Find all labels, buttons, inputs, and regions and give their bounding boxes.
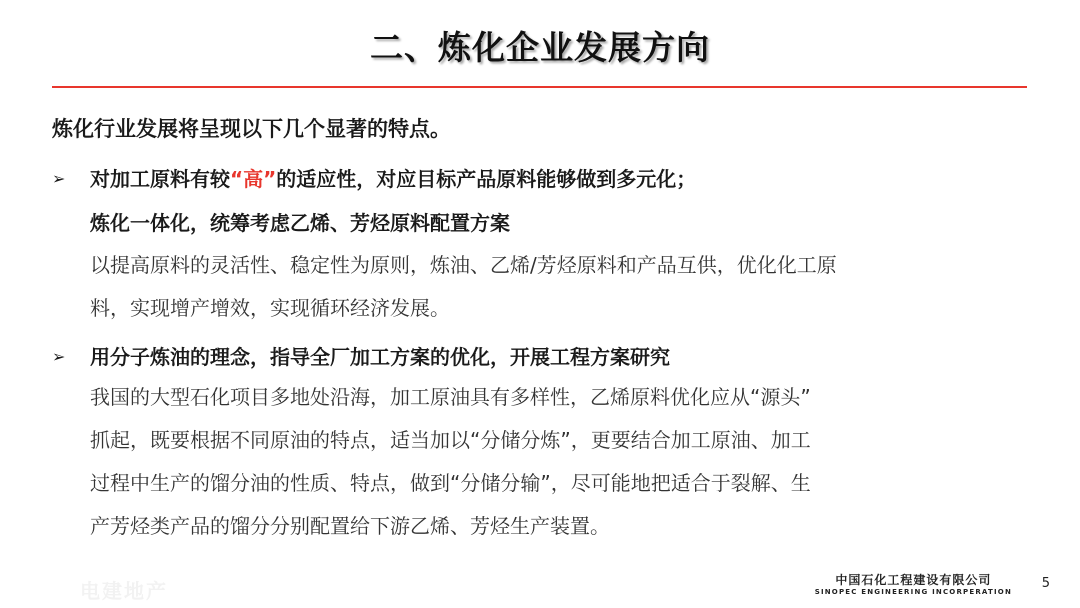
bullet-1-post: 的适应性，对应目标产品原料能够做到多元化； — [276, 167, 697, 191]
watermark-text: 电建地产 — [80, 579, 168, 603]
paragraph-line: 产芳烃类产品的馏分分别配置给下游乙烯、芳烃生产装置。 — [90, 514, 610, 538]
company-name-en: SINOPEC ENGINEERING INCORPERATION — [814, 588, 1012, 596]
paragraph-line: 过程中生产的馏分油的性质、特点，做到“分储分输”，尽可能地把适合于裂解、生 — [90, 471, 811, 495]
page-number: 5 — [1041, 576, 1050, 591]
arrow-bullet-icon: ➢ — [52, 347, 66, 366]
intro-text: 炼化行业发展将呈现以下几个显著的特点。 — [52, 117, 451, 141]
bullet-1-subheading: 炼化一体化，统筹考虑乙烯、芳烃原料配置方案 — [90, 211, 510, 235]
company-name-cn: 中国石化工程建设有限公司 — [835, 573, 992, 587]
paragraph-line: 我国的大型石化项目多地处沿海，加工原油具有多样性，乙烯原料优化应从“源头” — [90, 385, 811, 409]
company-logo — [815, 574, 1012, 596]
bullet-1-highlight: “高” — [230, 167, 277, 191]
bullet-1-pre: 对加工原料有较 — [90, 167, 230, 191]
bullet-2-text: 用分子炼油的理念，指导全厂加工方案的优化，开展工程方案研究 — [90, 345, 670, 369]
bullet-section-1 — [52, 162, 1042, 330]
paragraph-line: 以提高原料的灵活性、稳定性为原则，炼油、乙烯/芳烃原料和产品互供，优化化工原 — [90, 253, 837, 277]
slide-title: 二、炼化企业发展方向 — [370, 28, 710, 67]
paragraph-line: 料，实现增产增效，实现循环经济发展。 — [90, 296, 450, 320]
bullet-1-paragraph — [52, 244, 1030, 330]
bullet-2-paragraph — [52, 376, 1030, 548]
paragraph-line: 抓起，既要根据不同原油的特点，适当加以“分储分炼”，更要结合加工原油、加工 — [90, 428, 811, 452]
title-divider — [52, 86, 1027, 88]
bullet-line-2 — [52, 340, 1042, 374]
bullet-1-text — [90, 162, 696, 196]
arrow-bullet-icon: ➢ — [52, 169, 66, 188]
bullet-line-1 — [52, 162, 1042, 196]
bullet-section-2 — [52, 340, 1042, 548]
